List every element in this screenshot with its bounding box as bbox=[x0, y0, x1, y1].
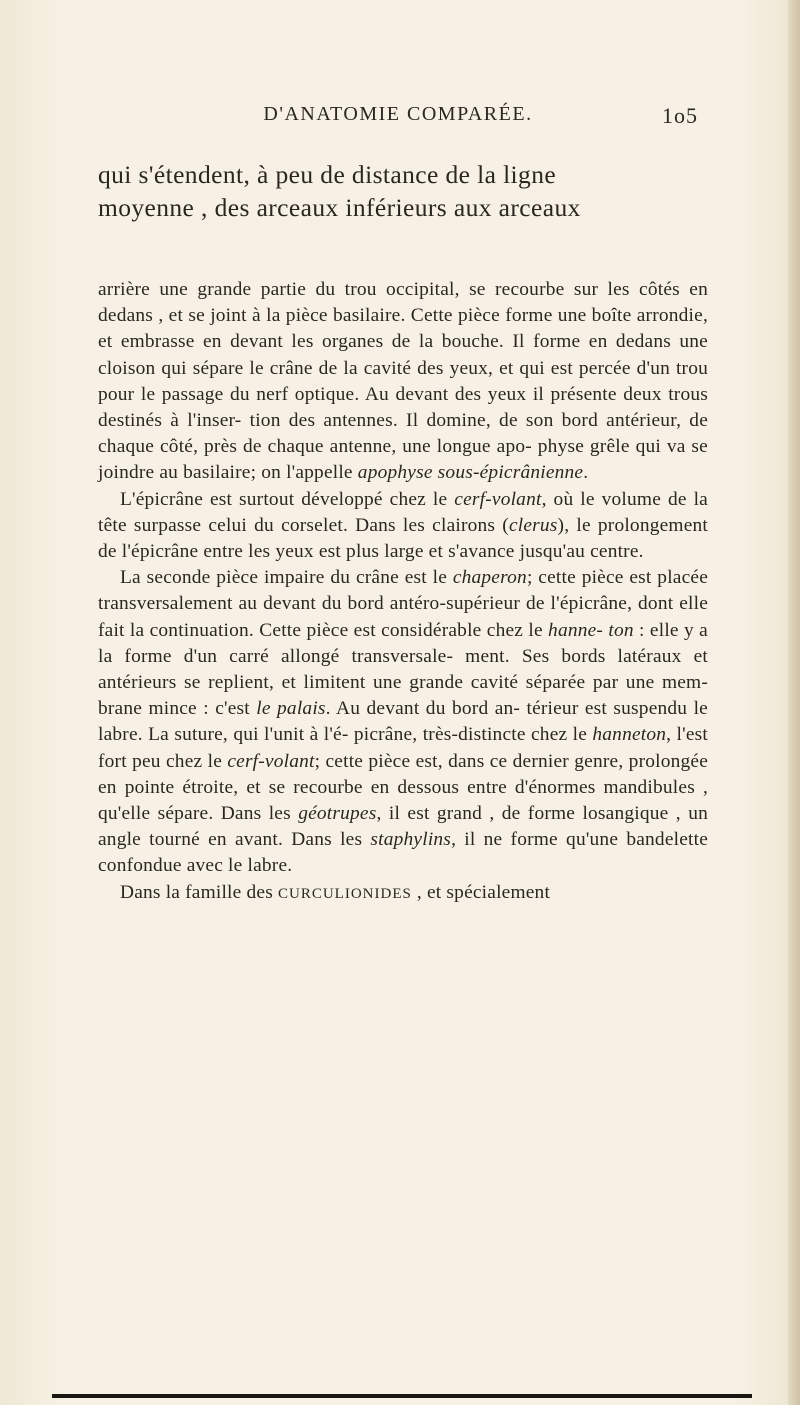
text-segment: Dans la famille des bbox=[120, 881, 278, 903]
page-header bbox=[98, 103, 698, 137]
paragraph bbox=[98, 565, 708, 879]
text-segment: , il est grand , de forme losangique , un angle tourné en avant. Dans les bbox=[98, 803, 708, 851]
paragraph bbox=[98, 487, 708, 566]
italic-term: hanneton bbox=[592, 724, 667, 746]
overlay-text-fragment bbox=[98, 158, 708, 224]
italic-term: géotrupes bbox=[298, 803, 377, 825]
overlay-line: moyenne , des arceaux inférieurs aux arceaux bbox=[98, 193, 581, 222]
italic-term: staphylins bbox=[370, 829, 452, 851]
page-edge bbox=[788, 0, 800, 1405]
text-segment: CURCULIONIDES bbox=[278, 885, 412, 902]
italic-term: cerf-volant bbox=[227, 750, 315, 772]
paragraph bbox=[98, 880, 708, 907]
text-segment: L'épicrâne est surtout développé chez le bbox=[120, 488, 455, 510]
overlay-line: qui s'étendent, à peu de distance de la ligne bbox=[98, 160, 557, 189]
italic-term: hanne- ton bbox=[548, 619, 634, 641]
italic-term: apophyse sous-épicrânienne bbox=[357, 462, 584, 484]
body-text bbox=[98, 277, 708, 907]
running-head: D'ANATOMIE COMPARÉE. bbox=[263, 103, 533, 125]
page-number: 1o5 bbox=[662, 103, 698, 128]
text-segment: arrière une grande partie du trou occipital, se recourbe sur les côtés en dedans , et se joint à la pièce basilaire. Cette pièce forme une boîte arrondie, et embrasse en devant les organes de la bouche. Il forme en dedans une cloison qui sépare le crâne de la cavité des yeux, et qui est percée d'un trou pour le passage du nerf optique. Au devant des yeux il présente deux trous destinés à l'inser- tion des antennes. Il domine, de son bord antérieur, de chaque côté, près de chaque antenne, une longue apo- physe grêle qui va se joindre au basilaire; on l'appelle bbox=[98, 279, 708, 484]
text-segment: La seconde pièce impaire du crâne est le bbox=[120, 567, 453, 589]
bottom-rule bbox=[52, 1394, 752, 1398]
text-segment: ), le prolongement de l'épicrâne entre les yeux est plus large et s'avance jusqu'au centre. bbox=[98, 514, 708, 563]
paragraph bbox=[98, 277, 708, 487]
text-segment: ; cette pièce est, dans ce dernier genre, prolongée en pointe étroite, et se recourbe en dessous entre d'énormes mandibules , qu'elle sépare. Dans les bbox=[98, 750, 709, 825]
text-segment: . bbox=[583, 462, 589, 484]
italic-term: le palais bbox=[256, 698, 326, 720]
text-segment: . Au devant du bord an- térieur est suspendu le labre. La suture, qui l'unit à l'é- picrâne, très-distincte chez le bbox=[98, 698, 708, 746]
italic-term: clerus bbox=[508, 514, 558, 536]
text-segment: , l'est fort peu chez le bbox=[98, 724, 708, 772]
text-segment: , où le volume de la tête surpasse celui du corselet. Dans les clairons ( bbox=[98, 488, 708, 536]
text-segment: , et spécialement bbox=[411, 881, 551, 903]
text-segment: : elle y a la forme d'un carré allongé transversale- ment. Ses bords latéraux et antérieurs se replient, et limitent une grande cavité séparée par une mem- brane mince : c'est bbox=[98, 619, 708, 720]
text-segment: ; cette pièce est placée transversalement au devant du bord antéro-supérieur de l'épicrâne, dont elle fait la continuation. Cette pièce est considérable chez le bbox=[98, 567, 709, 641]
italic-term: chaperon bbox=[452, 567, 527, 589]
italic-term: cerf-volant bbox=[454, 488, 542, 510]
text-segment: , il ne forme qu'une bandelette confondue avec le labre. bbox=[98, 829, 708, 877]
